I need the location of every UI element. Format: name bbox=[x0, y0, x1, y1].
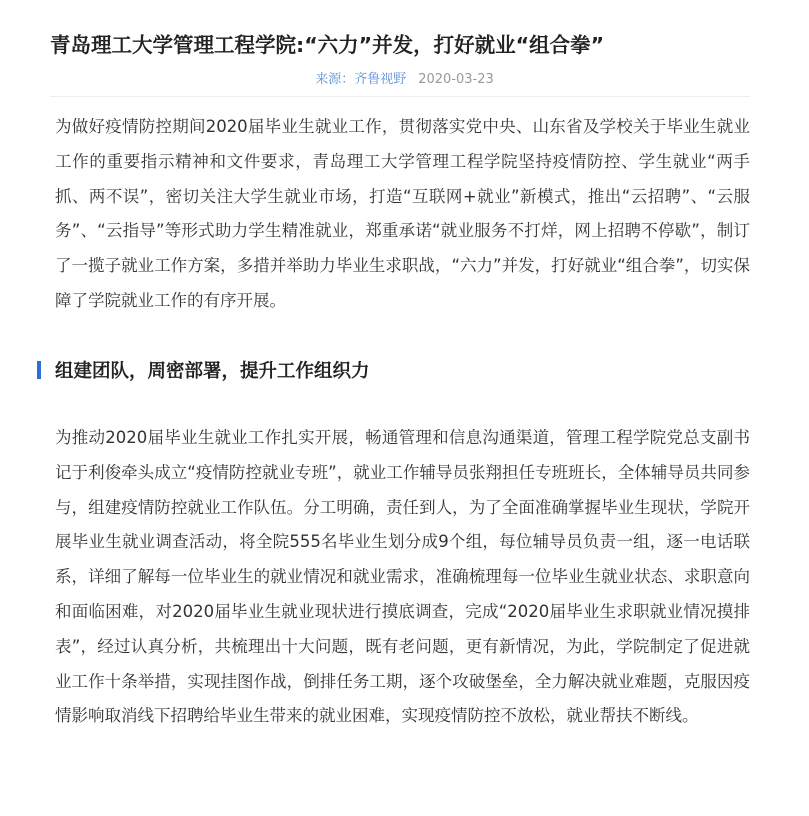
article-title: 青岛理工大学管理工程学院:“六力”并发，打好就业“组合拳” bbox=[50, 33, 605, 57]
article-meta bbox=[0, 70, 809, 90]
source-link[interactable]: 齐鲁视野 bbox=[354, 72, 407, 87]
title-divider bbox=[50, 96, 750, 97]
publish-date: 2020-03-23 bbox=[418, 72, 494, 87]
body-paragraph: 为推动2020届毕业生就业工作扎实开展，畅通管理和信息沟通渠道，管理工程学院党总支副书记于利俊牵头成立“疫情防控就业专班”，就业工作辅导员张翔担任专班班长，全体辅导员共同参与，组建疫情防控就业工作队伍。分工明确，责任到人，为了全面准确掌握毕业生现状，学院开展毕业生就业调查活动，将全院555名毕业生划分成9个组，每位辅导员负责一组，逐一电话联系，详细了解每一位毕业生的就业情况和就业需求，准确梳理每一位毕业生就业状态、求职意向和面临困难，对2020届毕业生就业现状进行摸底调查，完成“2020届毕业生求职就业情况摸排表”，经过认真分析，共梳理出十大问题，既有老问题，更有新情况，为此，学院制定了促进就业工作十条举措，实现挂图作战，倒排任务工期，逐个攻破堡垒，全力解决就业难题，克服因疫情影响取消线下招聘给毕业生带来的就业困难，实现疫情防控不放松，就业帮扶不断线。 bbox=[55, 428, 750, 726]
intro-paragraph: 为做好疫情防控期间2020届毕业生就业工作，贯彻落实党中央、山东省及学校关于毕业生就业工作的重要指示精神和文件要求，青岛理工大学管理工程学院坚持疫情防控、学生就业“两手抓、两不误”，密切关注大学生就业市场，打造“互联网+就业”新模式，推出“云招聘”、“云服务”、“云指导”等形式助力学生精准就业，郑重承诺“就业服务不打烊，网上招聘不停歇”，制订了一揽子就业工作方案，多措并举助力毕业生求职战，“六力”并发，打好就业“组合拳”，切实保障了学院就业工作的有序开展。 bbox=[55, 117, 750, 310]
source-label: 来源： bbox=[315, 72, 355, 87]
section-marker-bar bbox=[37, 361, 41, 379]
section-heading-text: 组建团队，周密部署，提升工作组织力 bbox=[55, 361, 370, 382]
section-heading bbox=[37, 350, 370, 390]
